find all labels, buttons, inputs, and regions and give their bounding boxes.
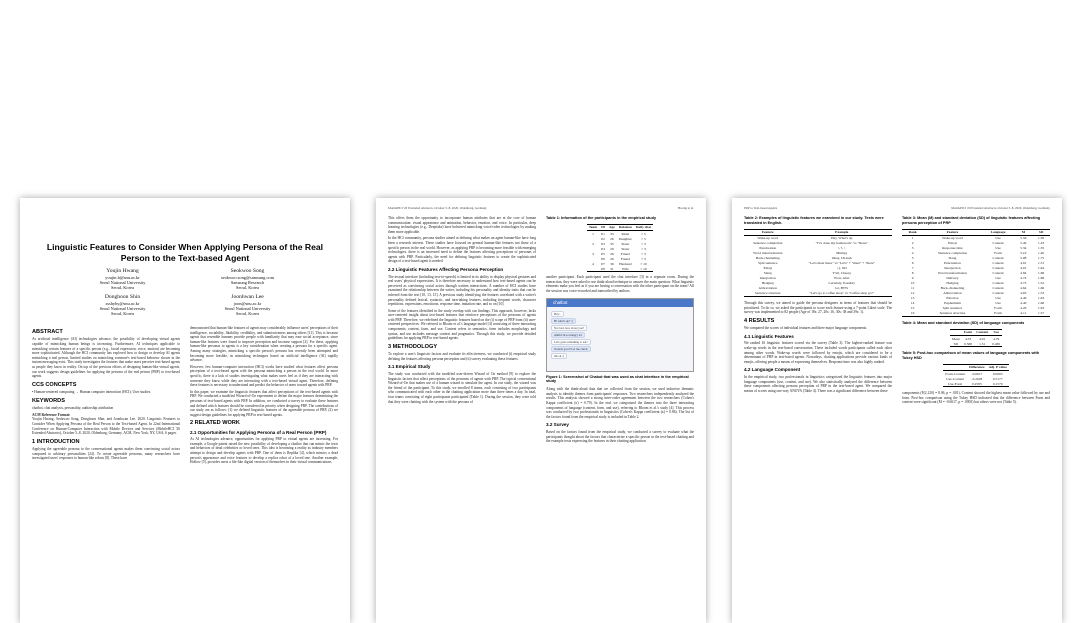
table-cell: 1.57: [1032, 311, 1050, 317]
table-header-cell: Feature: [923, 229, 981, 235]
table-cell: 4.40: [1020, 301, 1027, 306]
table-cell: Wake-up word: [757, 236, 779, 241]
table-header-cell: M: [1015, 229, 1033, 235]
chat-bubble: Not bad, how about you?: [551, 325, 587, 332]
table-cell: 11: [910, 286, 915, 291]
body-paragraph: In the HCI community, persona studies aimed at defining what makes an agent human-like have long been a research interest. These studies have focused on general human-like features not those of a specific person in the real world. However, as applying PRP is becoming more feasible with emerging technologies, there is an increased need to define the features affecting perceptions of personas of agents with PRP. Particularly, the need for defining linguistic features to create the sophisticated design of a text-based agent is needed.: [388, 236, 536, 264]
table-row: [943, 381, 1009, 387]
table-cell: 4.74: [1020, 276, 1027, 281]
table-cell: 1.23: [1038, 241, 1045, 246]
subsection-heading: 3.1 Empirical Study: [388, 364, 431, 370]
table-cell: 6: [911, 261, 914, 266]
table-cell: 0.568: [962, 341, 974, 347]
running-header-left: PRP to Text-based Agents: [744, 206, 778, 210]
body-paragraph: To explore a user's linguistic factors and evaluate its effectiveness, we conducted (i) empirical study defining the features affecting persona perception and (ii) survey evaluating these features.: [388, 352, 536, 361]
table-caption: Table 1: Information of the participants in the empirical study: [546, 216, 657, 220]
table-cell: Mumpy: [836, 251, 848, 256]
table-cell: Y'all, Cheesy: [832, 271, 852, 276]
chat-bubble: Sounds good! Let me check: [551, 346, 591, 353]
page3-left-column: [744, 216, 892, 618]
linguistic-examples-table-body: [744, 236, 892, 297]
subsection-heading: 3.2 Survey: [546, 422, 569, 428]
table-cell: Sentence completion: [753, 241, 783, 246]
keywords-heading: KEYWORDS: [32, 397, 65, 404]
table-cell: 0.465: [992, 341, 1001, 346]
author-email: youjin.h@snu.ac.kr: [105, 274, 140, 280]
table-row: [943, 376, 1009, 381]
table-cell: 4.73: [1020, 281, 1027, 286]
table-cell: 4: [911, 251, 914, 256]
ccs-text: • Human-centered computing → Human computer interaction (HCI); User studies.: [32, 390, 152, 395]
chat-bubble: Let's grab something to eat?: [551, 339, 591, 346]
table-cell: !, ?, ~: [837, 246, 846, 251]
table-cell: 36: [610, 261, 614, 266]
table-cell: Use-Form: [943, 381, 967, 387]
subsection-heading: 4.1 Linguistic Features: [744, 333, 794, 339]
body-paragraph: This offers them the opportunity to incorporate human attributes that are at the core of human communication: visual appearance and animation, behavior, emotion, and voice. In particular, deep learning technologies (e.g., Deepfake) have bolstered mimicking voice/video technologies by making them more applicable.: [388, 216, 536, 234]
table-cell: 1.51: [974, 341, 990, 347]
related-work-heading: 2 RELATED WORK: [190, 420, 240, 427]
table-cell: Form: [994, 306, 1002, 311]
body-paragraph: Based on the factors found from the empirical study, we conducted a survey to evaluate what the participants thought about the factors that characterize a specific person in the text-based chatting and the example texts expressing the features in their chatting application.: [546, 429, 694, 444]
table-cell: Sister: [621, 246, 630, 251]
running-header-right: MobileHCI '20 Extended Abstracts, October 5–8, 2020, Oldenburg, Germany: [951, 206, 1050, 210]
table-cell: Use: [995, 296, 1001, 301]
table-cell: 4.63: [1020, 291, 1027, 296]
body-paragraph: Some of the features identified in the study overlap with our findings. This approach, however, lacks user-centered insight about text-based features that reinforce perceptions of the personas of agents with PRP. Therefore, we redefined the linguistic features based on the (i) scope of PRP from (ii) user-centered perspectives. We referred to Bloom et al.'s language model [4] consisting of three interacting components: content, form, and use. Content refers to semantics, form includes morphology and syntax, and use includes message context and pragmatics. Through this study, we provide detailed guidelines for applying PRP to text-based agents.: [388, 308, 536, 341]
table-cell: P4: [601, 246, 605, 251]
table-cell: -0.2028: [971, 376, 983, 381]
author-affiliation: Seoul National University: [99, 279, 146, 285]
table-cell: Sentence structure: [744, 291, 791, 297]
table-cell: Word transformation: [753, 251, 783, 256]
table-cell: :-), XD: [836, 266, 847, 271]
feature-scores-table-body: [902, 236, 1050, 317]
table-cell: Euphemism: [944, 301, 961, 306]
table-cell: 12: [910, 291, 915, 296]
chat-bubble: Hi what's up? :): [551, 318, 576, 325]
table-header-cell: Team: [588, 225, 598, 230]
table-cell: 1.52: [1038, 281, 1045, 286]
subsection-heading: 2.1 Opportunities for Applying Persona of a Real Person (PRP): [190, 429, 327, 435]
table-header-cell: Daily chat: [635, 225, 652, 230]
table-cell: 4.84: [1020, 271, 1027, 276]
table-cell: 1.66: [1038, 301, 1045, 306]
table-cell: 5.56: [1020, 236, 1027, 241]
table-cell: 1.75: [1038, 256, 1045, 261]
abstract-text: As artificial intelligence (AI) technologies advance, the possibility of developing virtual agents capable of mimicking human beings is increasing. Furthermore, AI techniques applicable to mimicking certain features of a specific person (e.g., facial expression, voice, motion) are becoming more sophisticated. Although the HCI community has explored how to design or develop AI agents mimicking a real person, limited studies on mimicking someone's text-based behavior shown in the instant messaging exist. This study investigates the features that make users perceive text-based agents as people they know in reality. On top of the previous efforts of designing human-like virtual agents, our work suggests design guidelines for applying the persona of the real person (PRP) to text-based agents.: [32, 337, 180, 379]
chat-bubble: Ahhh I'm so hungry lol: [551, 332, 585, 339]
subsection-heading: 4.2 Language Component: [744, 367, 801, 373]
table-cell: > 3: [641, 256, 646, 261]
language-components-table-body: [950, 336, 1002, 347]
table-cell: > 5: [641, 236, 646, 241]
author-name: Seokwoo Song: [230, 268, 265, 274]
author-location: Seoul, Korea: [111, 311, 134, 317]
table-cell: Response time: [942, 246, 963, 251]
table-cell: Mom: [621, 231, 630, 236]
table-cell: 2: [911, 241, 914, 246]
author-location: Seoul, Korea: [236, 285, 259, 290]
table-cell: 5.08: [1020, 256, 1027, 261]
body-paragraph: Through this survey, we aimed to guide the persona designers in terms of features that should be prioritized. To do so, we asked the participants to score each feature using a 7-point Likert scale. The survey was implemented to 82 people (Age of 18s: 27, 20s: 16, 30s: 38 and 39s: 1).: [744, 301, 892, 315]
chat-bubble: Hey~: [551, 311, 564, 318]
author-email: seokwoo.song@samsung.com: [220, 274, 275, 280]
table-cell: Certainly, Possibly: [828, 281, 855, 286]
table-header-cell: Adj. P value: [988, 365, 1007, 370]
table-caption: Table 5: Post-hoc comparison of mean values of language components with Tukey HSD: [902, 351, 1040, 360]
paper-title: Linguistic Features to Consider When Applying Persona of the Real Person to the Text-based Agent: [46, 242, 324, 263]
table-cell: Form: [982, 311, 1015, 317]
page2-left-column: [388, 216, 536, 618]
table-cell: 4.79: [993, 336, 1000, 341]
table-cell: Split sentence: [942, 306, 963, 311]
author-block: [60, 268, 310, 316]
table-cell: Wow, Aha!: [833, 276, 850, 281]
chat-title-bar: chatbot: [547, 299, 693, 307]
table-cell: Word transformation: [937, 271, 968, 276]
author-name: Youjin Hwang: [106, 268, 139, 274]
author-4: [185, 294, 310, 316]
table-cell: Back-channeling: [940, 286, 965, 291]
body-paragraph: However, few human-computer interaction (HCI) works have studied what features affect persona perception of a text-based agent with the persona mimicking a person in the real world. In more specific, there is a lack of studies investigating what makes users feel as if they are interacting with someone they know while they are interacting with a text-based virtual agent. Therefore, defining these features is necessary to understand and predict the behavior of users toward agents with PRP.: [190, 364, 338, 388]
feature-scores-table: [902, 229, 1050, 317]
table-cell: Punctuation: [944, 261, 961, 266]
table-cell: Form-Content: [945, 371, 966, 376]
table-cell: Hedging: [946, 281, 959, 286]
keywords-text: chatbot, chat analysis, personality, authorship attribution: [32, 406, 114, 411]
table-cell: 1.53: [1038, 291, 1045, 296]
paper-page-1: [20, 198, 350, 623]
abstract-heading: ABSTRACT: [32, 329, 63, 335]
table-cell: 5.40: [1020, 241, 1027, 246]
table-cell: Emoji: [763, 266, 773, 271]
table-cell: Friend: [620, 256, 630, 261]
paper-page-2: [376, 198, 706, 623]
table-cell: P8: [599, 266, 607, 272]
table-cell: Use-Content: [946, 376, 964, 381]
table-cell: 5.19: [1020, 251, 1027, 256]
body-paragraph: demonstrated that human-like features of agents may considerably influence users' perceptions of their intelligence, sociability, likability, credibility, and submissiveness among others [11]. This is because agents that resemble humans provide people with familiarity that may ease social acceptance, since human-like features were found to improve perception and increase support [2]. For these, applying human-like personas to agents is a key consideration when creating a persona for a specific agent. Among many strategies, mimicking a specific person's persona has recently been attempted and becoming more feasible, as mimicking techniques based on artificial intelligence (AI) rapidly advance.: [190, 326, 338, 363]
language-components-table: [950, 329, 1002, 347]
table-cell: 1: [911, 236, 914, 241]
table-caption: Table 4: Mean and standard deviation (SD) of language components: [902, 321, 1025, 325]
table-cell: lol, BTW: [835, 286, 849, 291]
table-cell: Content: [992, 271, 1004, 276]
table-cell: Use: [995, 236, 1001, 241]
table-row: [950, 341, 1002, 347]
table-row: [587, 266, 653, 272]
table-cell: Punctuation: [759, 246, 777, 251]
section-heading: 3 METHODOLOGY: [388, 343, 438, 350]
table-cell: 4.91: [1020, 266, 1027, 271]
running-header: [388, 206, 694, 210]
table-caption: Table 2: Examples of linguistic features we examined in our study. Texts were translated in English.: [744, 216, 884, 225]
table-cell: 3: [911, 246, 914, 251]
table-cell: 4.64: [1020, 286, 1027, 291]
table-cell: "I've done my homework" vs "Done": [815, 241, 868, 246]
table-cell: 33: [610, 231, 614, 236]
figure-caption: Figure 1: Screenshot of Chabot that was used as chat interface in the empirical study: [546, 374, 689, 384]
table-cell: Slang: [948, 256, 957, 261]
table-cell: > 3: [641, 246, 646, 251]
table-cell: Content: [992, 286, 1004, 291]
author-affiliation: Seoul National University: [99, 306, 146, 311]
table-cell: -0.6617: [971, 371, 983, 376]
table-row: [943, 371, 1009, 377]
table-cell: Slang: [763, 271, 772, 276]
table-cell: 1.30: [1038, 236, 1045, 241]
body-paragraph: another participant. Each participant used the chat interface [3] in a separate room. During the interaction, they were asked to use think-aloud technique to answer the main question: What linguistic elements make you feel as if you are having a conversation with the other participant on the team? All the session was voice-recorded and transcribed by authors.: [546, 275, 694, 293]
table-cell: SD: [950, 341, 962, 347]
table-cell: Daughter: [618, 236, 632, 241]
table-cell: "Let's meet there" vs "Let's" + "meet" + "there": [808, 261, 875, 266]
table-cell: Okay, Uh-huh: [831, 256, 852, 261]
table-cell: 2: [592, 241, 594, 246]
author-affiliation: Seoul National University: [224, 306, 271, 311]
table-cell: 26: [610, 236, 614, 241]
table-cell: Friend: [620, 251, 630, 256]
table-cell: Form: [994, 251, 1002, 256]
table-cell: 4.91: [1020, 261, 1027, 266]
running-header-right: Hwang et al.: [677, 206, 694, 210]
table-cell: Sentence completion: [937, 251, 968, 256]
body-paragraph: The textual interface (including text-to-speech) is limited in its ability to display physical gestures and real users' physical expressions. It is therefore necessary to understand how text-based agents can be perceived as convincing social actors through written interactions. A number of HCI studies have examined the relationship between the writer, including his personality and identity traits that can be inferred from the text [10, 13, 15]. A previous study identifying the features correlated with a writer's personality defined lexical, syntactic, and turn-taking features, including frequent words, character repetitions, expressions, emoticons, response time, imitation rate, and so on [10].: [388, 274, 536, 307]
table-row: [744, 291, 892, 297]
page3-right-column: [902, 216, 1050, 618]
table-header-cell: Form: [963, 330, 973, 335]
table-cell: 1.40: [1038, 251, 1045, 256]
author-1: [60, 268, 185, 290]
table-cell: P6: [601, 256, 605, 261]
body-paragraph: We ranked 16 linguistic features scored via the survey (Table 3). The highest-ranked feature was wake-up words in the text-based conversation. These included words participants called each other among other words. Wake-up words were followed by emojis, which are considered to be a determinant of PRP in text-based agents. Nowadays, chatting applications provide various kinds of emojis, offering people a means of expressing themselves. Response time was also highly ranked.: [744, 341, 892, 364]
table-cell: 4.49: [1020, 296, 1027, 301]
table-header-cell: Age: [608, 225, 615, 230]
author-3: [60, 294, 185, 316]
paper-page-3: [732, 198, 1062, 623]
table-cell: Hedging: [761, 281, 774, 286]
author-2: [185, 268, 310, 290]
table-cell: 1.51: [1038, 261, 1045, 266]
table-cell: Content: [992, 281, 1004, 286]
table-cell: Husband: [619, 261, 632, 266]
table-cell: 35: [610, 241, 614, 246]
acm-heading: ACM Reference Format:: [32, 412, 71, 417]
author-email: ssshyhy@snu.ac.kr: [105, 300, 140, 306]
table-cell: Wife: [617, 266, 634, 272]
table-cell: Abbreviation: [943, 291, 962, 296]
linguistic-examples-table: [744, 229, 892, 297]
author-name: Donghoon Shin: [104, 294, 141, 301]
page1-right-column: [190, 326, 338, 616]
table-header-cell: Language: [982, 229, 1015, 235]
table-cell: 1.35: [1038, 246, 1045, 251]
table-cell: 26: [610, 256, 614, 261]
table-header-cell: Example: [791, 229, 892, 235]
table-cell: Wake-up word: [942, 236, 963, 241]
table-cell: [587, 266, 599, 272]
table-cell: 4.11: [1015, 311, 1033, 317]
table-header-cell: Content: [976, 330, 989, 335]
table-cell: 1.68: [1038, 271, 1045, 276]
table-header-cell: Use: [990, 329, 1002, 335]
table-cell: Hey, What's up: [831, 236, 853, 241]
table-header-cell: Difference: [969, 365, 985, 370]
table-cell: Back-channeling: [755, 256, 780, 261]
table-cell: > 10: [634, 266, 653, 272]
running-header-left: MobileHCI '20 Extended Abstracts, October 5–8, 2020, Oldenburg, Germany: [388, 206, 487, 210]
table-caption: Table 3: Mean (M) and standard deviation (SD) of linguistic features affecting persona perception of PRP: [902, 216, 1041, 225]
table-cell: 1.63: [1038, 306, 1045, 311]
chatbot-screenshot-figure: [546, 298, 694, 372]
table-cell: Abbreviation: [758, 286, 777, 291]
table-cell: "Let's go to coffee shop" vs "Coffee shop go!": [791, 291, 892, 297]
posthoc-table-body: [943, 371, 1009, 387]
table-cell: Use: [995, 301, 1001, 306]
body-paragraph: In the empirical study, two professionals in linguistics categorized the linguistic features into major language components (use, content, and use). We also statistically analyzed the difference between these components affecting persona perception of PRP in the text-based agent. We compared the means of scores using one-way ANOVA (Table 4). There was a significant difference between these: [744, 374, 892, 393]
table-cell: 5.34: [1020, 246, 1027, 251]
posthoc-table: [943, 364, 1009, 387]
table-cell: 0.2585: [967, 381, 986, 387]
table-cell: 1.68: [1038, 276, 1045, 281]
table-cell: 3: [592, 251, 594, 256]
page1-left-column: [32, 326, 180, 616]
table-cell: 8: [911, 271, 914, 276]
participants-table: [587, 224, 653, 272]
table-cell: 0.0003: [992, 371, 1003, 376]
table-cell: Use: [995, 276, 1001, 281]
table-cell: Split sentence: [757, 261, 778, 266]
table-cell: Emotion: [946, 296, 959, 301]
table-cell: 1.63: [1038, 296, 1045, 301]
subsection-heading: 2.2 Linguistic Features Affecting Persona Perception: [388, 266, 504, 272]
section-heading: 4 RESULTS: [744, 317, 775, 324]
author-location: Seoul, Korea: [111, 285, 134, 290]
body-paragraph: As AI technologies advance, opportunities for applying PRP to virtual agents are increasing. For example, a Google patent raised the new possibility of developing a chatbot that can mimic the texts and behaviors of dead celebrities or loved ones. This idea is becoming a reality as industry members attempt to design and develop agents with PRP. One of them is Replika [4], which mimics a dead person's appearance and voice features to develop a replica robot of a loved one. Another example, Hollow [5], provides users a life-like digital version of themselves in their virtual communications: [190, 437, 338, 465]
table-cell: 7: [911, 266, 914, 271]
table-cell: Content: [992, 241, 1004, 246]
table-cell: P1: [601, 231, 605, 236]
table-cell: 31: [607, 266, 617, 272]
table-cell: 1.64: [1038, 266, 1045, 271]
author-affiliation: Samsung Research: [230, 279, 265, 285]
table-header-cell: Rank: [902, 229, 923, 235]
table-cell: > 5: [641, 231, 646, 236]
ccs-heading: CCS CONCEPTS: [32, 381, 77, 388]
table-cell: Mean: [951, 336, 960, 341]
table-cell: 0.5177: [992, 376, 1003, 381]
table-cell: P2: [601, 236, 605, 241]
table-cell: Content: [992, 261, 1004, 266]
page2-right-column: [546, 216, 694, 618]
table-cell: 16: [902, 311, 923, 317]
table-cell: Content: [992, 266, 1004, 271]
body-paragraph: The study was conducted with the modified user-driven Wizard of Oz method [9] to explore the linguistic factors that affect perceptions of the personas of agents with PRP. The typical conventional Wizard-of-Oz that makes use of a human wizard to simulate the agent. In our study, the wizard was the friend of the participant. To this study, we enrolled 8 teams, each consisting of two participants who communicated with each other in the chatting application more than three times a day. In total, four teams consisting of eight participants participated (Table 1). During the session, they were told that they were chatting with the system with the persona of: [388, 372, 536, 404]
table-cell: 4.29: [1020, 306, 1027, 311]
table-cell: 29: [610, 246, 614, 251]
author-name: Joonhwan Lee: [231, 294, 264, 301]
table-cell: 13: [910, 296, 915, 301]
table-header-cell: Feature: [744, 229, 791, 235]
acm-text: Youjin Hwang, Seokwoo Song, Donghoon Shin, and Joonhwan Lee. 2020. Linguistic Features to Consider When Applying Persona of the Real Person to the Text-based Agent. In 22nd International Conference on Human-Computer Interaction with Mobile Devices and Services (MobileHCI '20 Extended Abstracts), October 5–8, 2020, Oldenburg, Germany. ACM, New York, NY, USA, 6 pages.: [32, 417, 180, 436]
table-cell: 4.53: [964, 336, 972, 341]
table-cell: 1.66: [1038, 286, 1045, 291]
table-header-cell: Relation: [617, 224, 634, 230]
body-paragraph: Along with the think-aloud data that we collected from the session, we used inductive thematic analysis to identify themes from participants' responses. Two researchers independently analyzed the results. This analysis showed a strong inter-coder agreement between the two researchers (Cohen's Kappa coefficient (κ) = 0.79). In the end, we categorized the themes into the three interacting components of language (content, form, and use), referring to Bloom et al.'s study [4]. This process was conducted by two professionals in linguistics (Cohen's Kappa coefficient (κ) = 0.86). The list of the factors found from the empirical study is included in Table 2.: [546, 387, 694, 419]
table-cell: Content: [992, 256, 1004, 261]
table-cell: Sister: [621, 241, 630, 246]
author-location: Seoul, Korea: [236, 311, 259, 317]
running-header: [744, 206, 1050, 210]
table-cell: > 3: [641, 241, 646, 246]
table-cell: 4: [592, 261, 594, 266]
table-cell: 14: [910, 301, 915, 306]
table-cell: Use: [995, 246, 1001, 251]
table-cell: 4.91: [979, 336, 986, 341]
author-email: joon@snu.ac.kr: [233, 300, 262, 306]
table-cell: > 3: [641, 251, 646, 256]
intro-text: Applying the agreeable persona to the conversational agents makes them convincing social actors compared to arbitrary personalities [24]. To create agreeable personas, many researchers have investigated users' responses to human-like robots [8]. These have: [32, 447, 180, 461]
body-paragraph: We compared the scores of individual features and three major language components.: [744, 326, 868, 331]
table-cell: Delivery: [946, 276, 959, 281]
body-paragraph: In this paper, we examine the linguistic features that affect perceptions of the text-based agents with PRP. We conducted a modified Wizard-of-Oz experiment to define the major features determining the personas of text-based agents with PRP. In addition, we conducted a survey to evaluate these features and defined which features should be considered in priority when designing PRP. The contributions of our study are as follows: (1) we defined linguistic features of the agreeable persona of PRP, (2) we suggest design guidelines for applying PRP to text-based agents.: [190, 389, 338, 417]
table-cell: P7: [601, 261, 605, 266]
table-row: [744, 261, 892, 266]
table-header-cell: SD: [1032, 229, 1050, 235]
table-cell: Interjection: [944, 266, 961, 271]
table-cell: P3: [601, 241, 605, 246]
table-cell: Content: [992, 291, 1004, 296]
table-cell: 5: [911, 256, 914, 261]
intro-heading: 1 INTRODUCTION: [32, 438, 80, 445]
body-paragraph: components (F(2,120) = 8.06, p = .001). Content showed the highest mean value followed by use and form. Post-hoc comparison using the Tukey HSD indicated that the difference between Form and content were significant (M = -0.6617, p = .0003) but others were not (Table 5).: [902, 391, 1050, 405]
chat-bubble: Ok ok :): [551, 353, 567, 360]
table-cell: P5: [601, 251, 605, 256]
table-cell: 0.1579: [987, 381, 1009, 387]
table-cell: 9: [911, 276, 914, 281]
table-cell: Interjection: [759, 276, 776, 281]
table-cell: > 10: [640, 261, 647, 266]
table-header-cell: ID: [601, 225, 605, 230]
table-cell: Sentence structure: [923, 311, 981, 317]
table-cell: 10: [910, 281, 915, 286]
table-cell: 26: [610, 251, 614, 256]
table-cell: 15: [910, 306, 915, 311]
table-cell: Emoji: [948, 241, 957, 246]
table-row: [902, 311, 1050, 317]
table-cell: 1: [592, 231, 594, 236]
participants-table-body: [587, 231, 653, 272]
